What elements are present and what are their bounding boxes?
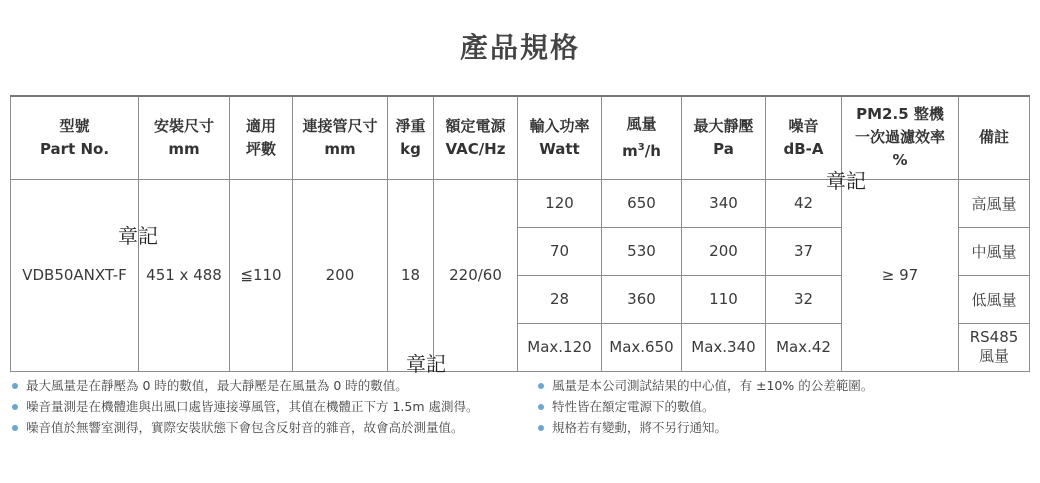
noise-cell: 37: [766, 227, 842, 275]
note-item: 特性皆在額定電源下的數值。: [538, 396, 873, 417]
stamp-text: 章記: [406, 352, 446, 376]
remark-cell: RS485 風量: [959, 323, 1030, 371]
stamp-text: 章記: [826, 169, 866, 193]
note-item: 噪音量測是在機體進與出風口處皆連接導風管，其值在機體正下方 1.5m 處測得。: [12, 396, 479, 417]
header-model: 型號 Part No.: [11, 96, 139, 179]
page-title: 產品規格: [459, 31, 580, 64]
airflow-cell: 650: [602, 179, 682, 227]
header-pm25: PM2.5 整機 一次過濾效率 %: [842, 96, 959, 179]
airflow-cell: 530: [602, 227, 682, 275]
power-cell: 28: [518, 275, 602, 323]
duct-cell: 200: [293, 179, 388, 371]
remark-cell: 中風量: [959, 227, 1030, 275]
weight-cell: 18: [388, 179, 434, 371]
power-cell: Max.120: [518, 323, 602, 371]
note-item: 噪音值於無響室測得，實際安裝狀態下會包含反射音的雜音，故會高於測量值。: [12, 417, 479, 438]
header-row: [11, 96, 1030, 179]
noise-cell: Max.42: [766, 323, 842, 371]
header-weight: 淨重 kg: [388, 96, 434, 179]
header-duct: 連接管尺寸 mm: [293, 96, 388, 179]
notes-left: [12, 375, 479, 438]
bullet-icon: [538, 425, 544, 431]
airflow-cell: 360: [602, 275, 682, 323]
header-area: 適用 坪數: [230, 96, 293, 179]
pressure-cell: 110: [682, 275, 766, 323]
noise-cell: 42: [766, 179, 842, 227]
size-cell: 451 x 488: [139, 179, 230, 371]
table-row: [11, 179, 1030, 227]
model-cell: VDB50ANXT-F: [11, 179, 139, 371]
pm25-cell: ≥ 97: [842, 179, 959, 371]
header-power: 輸入功率 Watt: [518, 96, 602, 179]
power-cell: 70: [518, 227, 602, 275]
note-item: 最大風量是在靜壓為 0 時的數值，最大靜壓是在風量為 0 時的數值。: [12, 375, 479, 396]
note-item: 規格若有變動，將不另行通知。: [538, 417, 873, 438]
area-cell: ≦110: [230, 179, 293, 371]
noise-cell: 32: [766, 275, 842, 323]
bullet-icon: [12, 425, 18, 431]
remark-cell: 高風量: [959, 179, 1030, 227]
header-remark: 備註: [959, 96, 1030, 179]
header-voltage: 額定電源 VAC/Hz: [434, 96, 518, 179]
remark-cell: 低風量: [959, 275, 1030, 323]
header-pressure: 最大靜壓 Pa: [682, 96, 766, 179]
bullet-icon: [538, 383, 544, 389]
bullet-icon: [12, 404, 18, 410]
voltage-cell: 220/60: [434, 179, 518, 371]
header-noise: 噪音 dB-A: [766, 96, 842, 179]
pressure-cell: 340: [682, 179, 766, 227]
pressure-cell: 200: [682, 227, 766, 275]
header-airflow: 風量 $m^3/h$: [602, 96, 682, 179]
header-size: 安裝尺寸 mm: [139, 96, 230, 179]
note-item: 風量是本公司測試結果的中心值，有 ±10% 的公差範圍。: [538, 375, 873, 396]
stamp-text: 章記: [118, 224, 158, 248]
power-cell: 120: [518, 179, 602, 227]
notes-right: [538, 375, 873, 438]
spec-table: [10, 95, 1030, 372]
bullet-icon: [538, 404, 544, 410]
pressure-cell: Max.340: [682, 323, 766, 371]
bullet-icon: [12, 383, 18, 389]
airflow-cell: Max.650: [602, 323, 682, 371]
